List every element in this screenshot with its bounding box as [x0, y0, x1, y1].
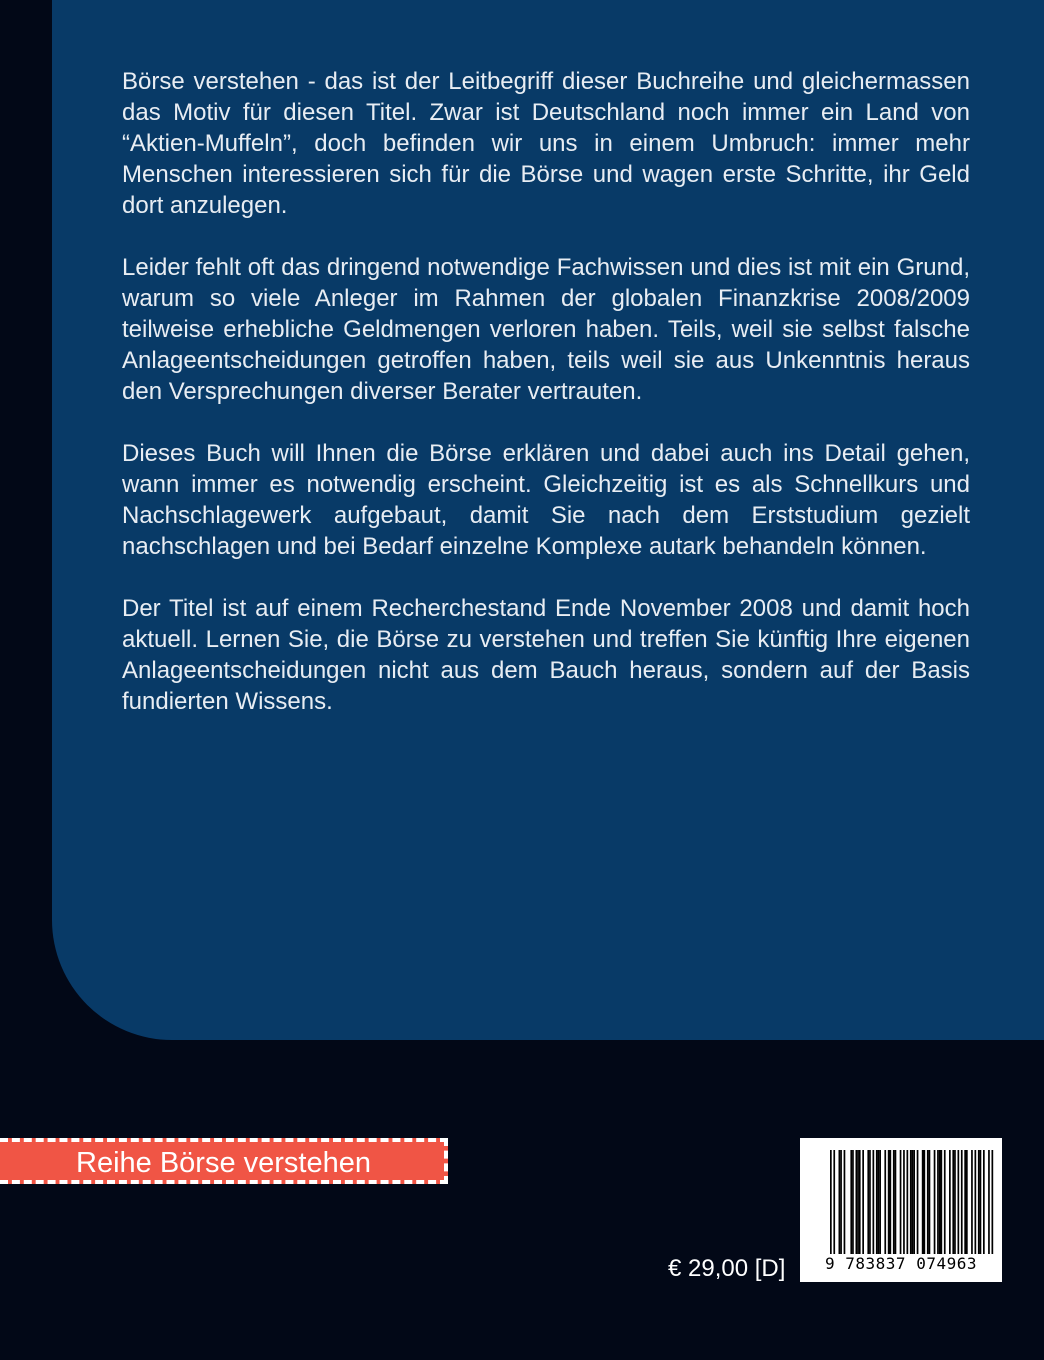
barcode-bar — [988, 1150, 990, 1254]
barcode-bar — [878, 1150, 880, 1254]
barcode-bar — [895, 1150, 897, 1254]
barcode-bar — [929, 1150, 931, 1254]
barcode-bar — [859, 1150, 861, 1254]
barcode-bar — [912, 1150, 914, 1254]
barcode-bar — [937, 1150, 939, 1254]
barcode-bar — [890, 1150, 892, 1254]
barcode-bar — [913, 1150, 915, 1254]
back-cover-text — [122, 66, 970, 748]
barcode-bar — [978, 1150, 980, 1254]
isbn-number: 9 783837 074963 — [825, 1254, 977, 1273]
barcode-bar — [876, 1150, 878, 1254]
barcode-bar — [980, 1150, 982, 1254]
price-label: € 29,00 [D] — [668, 1255, 786, 1282]
paragraph-3: Dieses Buch will Ihnen die Börse erklären und dabei auch ins Detail gehen, wann immer es notwendig erscheint. Gleichzeitig ist es als Schnellkurs und Nachschlagewerk aufgebaut, damit Sie nach dem Erststudium gezielt nachschlagen und bei Bedarf einzelne Komplexe autark behandeln können. — [122, 440, 970, 560]
barcode-bar — [852, 1150, 854, 1254]
barcode-bar — [850, 1150, 852, 1254]
barcode-bar — [941, 1150, 943, 1254]
barcode-bar — [893, 1150, 895, 1254]
barcode-bar — [903, 1150, 905, 1254]
barcode-bar — [961, 1150, 963, 1254]
barcode-bar — [927, 1150, 929, 1254]
barcode-bar — [873, 1150, 875, 1254]
barcode-bar — [862, 1150, 864, 1254]
barcode-bar — [869, 1150, 871, 1254]
barcode-bar — [924, 1150, 926, 1254]
barcode-bar — [830, 1150, 832, 1254]
paragraph-4: Der Titel ist auf einem Recherchestand Ende November 2008 und damit hoch aktuell. Lernen Sie, die Börse zu verstehen und treffen Sie künftig Ihre eigenen Anlageentscheidungen nicht aus dem Bauch heraus, sondern auf der Basis fundierten Wissens. — [122, 595, 970, 715]
barcode-bar — [966, 1150, 968, 1254]
barcode-bar — [952, 1150, 954, 1254]
barcode-bar — [884, 1150, 886, 1254]
barcode-bar — [839, 1150, 841, 1254]
barcode-bar — [992, 1150, 994, 1254]
barcode-bar — [833, 1150, 835, 1254]
barcode-bar — [983, 1150, 985, 1254]
barcode-bar — [888, 1150, 890, 1254]
barcode-bar — [857, 1150, 859, 1254]
barcode-bar — [949, 1150, 951, 1254]
barcode-bar — [964, 1150, 966, 1254]
barcode-bar — [907, 1150, 909, 1254]
barcode-bar — [958, 1150, 960, 1254]
barcode-bar — [856, 1150, 858, 1254]
barcode-bar — [879, 1150, 881, 1254]
barcode-bar — [944, 1150, 946, 1254]
barcode — [800, 1138, 1002, 1282]
barcode-bar — [867, 1150, 869, 1254]
barcode-bar — [939, 1150, 941, 1254]
barcode-bar — [975, 1150, 977, 1254]
barcode-bar — [922, 1150, 924, 1254]
paragraph-1: Börse verstehen - das ist der Leitbegriff dieser Buchreihe und gleichermassen das Motiv für diesen Titel. Zwar ist Deutschland noch immer ein Land von “Aktien-Muffeln”, doch befinden wir uns in einem Umbruch: immer mehr Menschen interessieren sich für die Börse und wagen erste Schritte, ihr Geld dort anzulegen. — [122, 68, 970, 219]
barcode-bar — [844, 1150, 846, 1254]
series-label: Reihe Börse verstehen — [76, 1147, 371, 1179]
series-banner — [0, 1138, 448, 1184]
barcode-bar — [971, 1150, 973, 1254]
barcode-bar — [917, 1150, 919, 1254]
barcode-bar — [934, 1150, 936, 1254]
barcode-bar — [900, 1150, 902, 1254]
barcode-bar — [910, 1150, 912, 1254]
barcode-bar — [840, 1150, 842, 1254]
paragraph-2: Leider fehlt oft das dringend notwendige Fachwissen und dies ist mit ein Grund, warum so viele Anleger im Rahmen der globalen Finanzkrise 2008/2009 teilweise erhebliche Geldmengen verloren haben. Teils, weil sie selbst falsche Anlageentscheidungen getroffen haben, teils weil sie aus Unkenntnis heraus den Versprechungen diverser Berater vertrauten. — [122, 254, 970, 405]
barcode-bar — [954, 1150, 956, 1254]
